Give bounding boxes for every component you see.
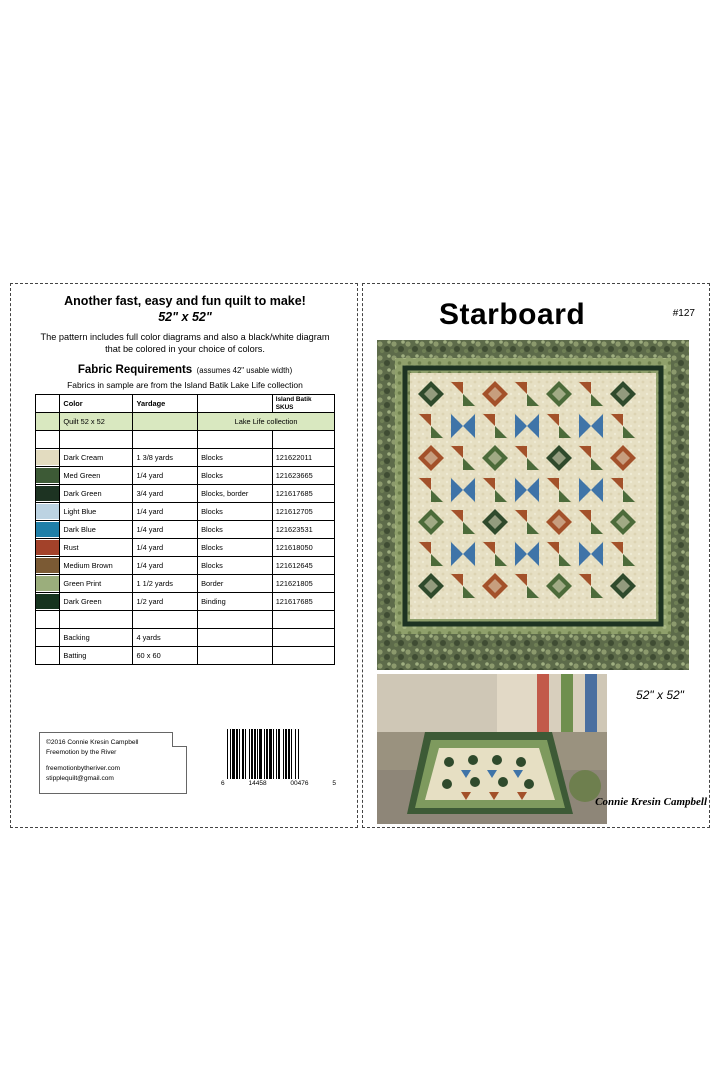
spacer-row: [36, 431, 335, 449]
quilt-diagram-image: [377, 340, 689, 670]
fabric-color: Dark Green: [60, 485, 133, 503]
fabric-color: Rust: [60, 539, 133, 557]
fabric-swatch: [36, 593, 60, 611]
back-cover-panel: [10, 283, 358, 828]
barcode-right-digit: 5: [332, 780, 336, 787]
fabric-color: Green Print: [60, 575, 133, 593]
table-row: [36, 467, 335, 485]
fabric-yardage: 1/4 yard: [133, 467, 198, 485]
barcode-left-digit: 6: [221, 780, 225, 787]
table-row: [36, 449, 335, 467]
table-row: [36, 593, 335, 611]
extra-yardage: 4 yards: [133, 629, 198, 647]
fabric-requirements-heading: [11, 360, 359, 378]
quilt-illustration: [377, 340, 689, 670]
copyright-line2: Freemotion by the River: [46, 748, 117, 756]
fabric-use: Blocks: [198, 467, 273, 485]
extra-label: Batting: [60, 647, 133, 665]
fabric-use: Blocks: [198, 503, 273, 521]
fabric-swatch: [36, 575, 60, 593]
barcode: [227, 729, 327, 779]
fabric-yardage: 1/4 yard: [133, 539, 198, 557]
quilt-dimensions: 52" x 52": [636, 688, 684, 702]
back-cover-headline: [11, 294, 359, 325]
fabric-color: Dark Blue: [60, 521, 133, 539]
fabric-sku: 121617685: [272, 485, 334, 503]
fabric-use: Binding: [198, 593, 273, 611]
fabric-sku: 121623665: [272, 467, 334, 485]
website-link[interactable]: freemotionbytheriver.com: [46, 765, 121, 772]
fabric-use: Blocks: [198, 449, 273, 467]
fabric-sku: 121612645: [272, 557, 334, 575]
fabric-sku: 121621805: [272, 575, 334, 593]
fabric-use: Blocks: [198, 521, 273, 539]
fabric-color: Med Green: [60, 467, 133, 485]
copyright-box: [39, 732, 187, 794]
table-row: [36, 557, 335, 575]
folded-corner-icon: [172, 732, 187, 747]
fabric-use: Blocks, border: [198, 485, 273, 503]
fabric-swatch: [36, 521, 60, 539]
fabric-yardage: 1/4 yard: [133, 557, 198, 575]
fabric-color: Medium Brown: [60, 557, 133, 575]
fabric-yardage: 1 1/2 yards: [133, 575, 198, 593]
table-banner-row: [36, 413, 335, 431]
header-yardage: Yardage: [133, 395, 198, 413]
fabric-sample-note: Fabrics in sample are from the Island Batik Lake Life collection: [67, 380, 303, 390]
fabric-requirements-table: [35, 394, 335, 665]
designer-name: Connie Kresin Campbell: [595, 796, 707, 808]
fabric-sku: 121612705: [272, 503, 334, 521]
table-row: [36, 503, 335, 521]
banner-left: Quilt 52 x 52: [60, 413, 133, 431]
banner-center: Lake Life collection: [198, 413, 335, 431]
front-cover-panel: [362, 283, 710, 828]
fabric-swatch: [36, 485, 60, 503]
table-row: [36, 575, 335, 593]
fabric-sku: 121623531: [272, 521, 334, 539]
barcode-group2: 00476: [290, 780, 309, 787]
copyright-line1: ©2016 Connie Kresin Campbell: [46, 739, 139, 746]
barcode-digits: [221, 780, 336, 787]
fabric-sku: 121622011: [272, 449, 334, 467]
header-use: [198, 395, 273, 413]
barcode-group1: 14458: [248, 780, 267, 787]
fabric-yardage: 1 3/8 yards: [133, 449, 198, 467]
table-row: [36, 485, 335, 503]
fabric-swatch: [36, 503, 60, 521]
fabric-sku: 121617685: [272, 593, 334, 611]
pattern-description: The pattern includes full color diagrams and also a black/white diagram that be colored in your choice of colors.: [40, 332, 330, 354]
fabric-yardage: 1/4 yard: [133, 521, 198, 539]
fabric-swatch: [36, 539, 60, 557]
fabric-requirements-title: Fabric Requirements: [77, 364, 193, 376]
header-swatch: [36, 395, 60, 413]
pattern-envelope: [10, 283, 710, 828]
extra-label: Backing: [60, 629, 133, 647]
table-row: [36, 539, 335, 557]
table-row: [36, 521, 335, 539]
table-row: [36, 647, 335, 665]
spacer-row: [36, 611, 335, 629]
fabric-use: Border: [198, 575, 273, 593]
headline-size: 52" x 52": [158, 310, 212, 324]
extra-yardage: 60 x 60: [133, 647, 198, 665]
fabric-swatch: [36, 557, 60, 575]
pattern-number: #127: [672, 308, 695, 319]
header-color: Color: [60, 395, 133, 413]
fabric-color: Dark Cream: [60, 449, 133, 467]
fabric-yardage: 3/4 yard: [133, 485, 198, 503]
headline-primary: Another fast, easy and fun quilt to make!: [64, 294, 306, 308]
fabric-swatch: [36, 467, 60, 485]
fabric-use: Blocks: [198, 557, 273, 575]
email-link[interactable]: stipplequilt@gmail.com: [46, 774, 114, 782]
fabric-yardage: 1/2 yard: [133, 593, 198, 611]
fabric-use: Blocks: [198, 539, 273, 557]
table-row: [36, 629, 335, 647]
page-title: Starboard: [439, 298, 586, 331]
header-sku: Island Batik SKUS: [272, 395, 334, 413]
fabric-color: Dark Green: [60, 593, 133, 611]
fabric-swatch: [36, 449, 60, 467]
table-header-row: [36, 395, 335, 413]
fabric-yardage: 1/4 yard: [133, 503, 198, 521]
fabric-sku: 121618050: [272, 539, 334, 557]
fabric-color: Light Blue: [60, 503, 133, 521]
fabric-requirements-note: (assumes 42" usable width): [196, 366, 293, 375]
